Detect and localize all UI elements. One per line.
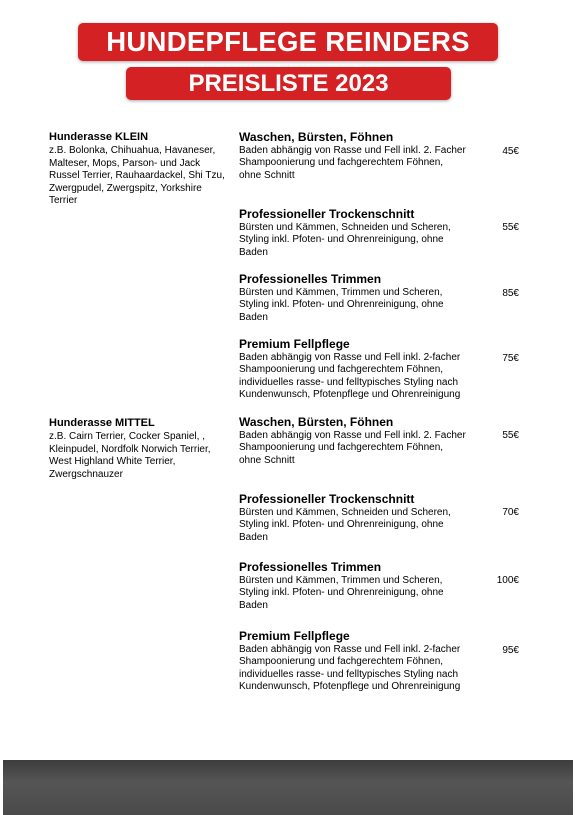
service-item [239, 337, 467, 402]
breed-group-klein [49, 130, 231, 208]
service-title: Professionelles Trimmen [239, 560, 382, 574]
breed-group-mittel [49, 416, 231, 481]
service-title: Professionelles Trimmen [239, 272, 382, 286]
service-price: 85€ [502, 288, 519, 299]
service-price: 55€ [502, 430, 519, 441]
service-price: 95€ [502, 645, 519, 656]
service-price: 75€ [502, 353, 519, 364]
service-description: Bürsten und Kämmen, Schneiden und Scheren, Styling inkl. Pfoten- und Ohrenreinigung, ohne Baden [239, 222, 451, 258]
service-title: Professioneller Trockenschnitt [239, 492, 415, 506]
service-price: 100€ [496, 575, 519, 586]
service-item [239, 207, 467, 259]
service-title: Professioneller Trockenschnitt [239, 207, 415, 221]
service-description: Bürsten und Kämmen, Schneiden und Scheren, Styling inkl. Pfoten- und Ohrenreinigung, ohne Baden [239, 507, 451, 543]
service-title: Premium Fellpflege [239, 629, 350, 643]
service-item [239, 130, 467, 182]
service-item [239, 272, 467, 324]
breed-title: Hunderasse KLEIN [49, 131, 149, 143]
service-description: Baden abhängig von Rasse und Fell inkl. 2. Facher Shampoonierung und fachgerechtem Föhnen, ohne Schnitt [239, 145, 466, 181]
breed-description: z.B. Cairn Terrier, Cocker Spaniel, , Kleinpudel, Nordfolk Norwich Terrier, West Highland White Terrier, Zwergschnauzer [49, 431, 211, 480]
footer-bar [3, 760, 573, 815]
service-title: Waschen, Bürsten, Föhnen [239, 130, 394, 144]
service-item [239, 629, 467, 694]
service-price: 55€ [502, 222, 519, 233]
service-price: 45€ [502, 146, 519, 157]
service-item [239, 492, 467, 544]
service-description: Bürsten und Kämmen, Trimmen und Scheren, Styling inkl. Pfoten- und Ohrenreinigung, ohne Baden [239, 575, 444, 611]
service-title: Premium Fellpflege [239, 337, 350, 351]
service-item [239, 560, 467, 612]
service-price: 70€ [502, 507, 519, 518]
subtitle-banner: PREISLISTE 2023 [126, 67, 451, 100]
service-title: Waschen, Bürsten, Föhnen [239, 415, 394, 429]
breed-description: z.B. Bolonka, Chihuahua, Havaneser, Malteser, Mops, Parson- und Jack Russel Terrier, Rauhaardackel, Shi Tzu, Zwergpudel, Zwergspitz, Yorkshire Terrier [49, 145, 225, 206]
breed-title: Hunderasse MITTEL [49, 417, 155, 429]
service-item [239, 415, 467, 467]
title-banner: HUNDEPFLEGE REINDERS [78, 23, 498, 61]
service-description: Baden abhängig von Rasse und Fell inkl. 2-facher Shampoonierung und fachgerechtem Föhnen, individuelles rasse- und felltypisches Styling nach Kundenwunsch, Pfotenpflege und Ohrenreinigung [239, 644, 461, 693]
service-description: Baden abhängig von Rasse und Fell inkl. 2. Facher Shampoonierung und fachgerechtem Föhnen, ohne Schnitt [239, 430, 466, 466]
service-description: Baden abhängig von Rasse und Fell inkl. 2-facher Shampoonierung und fachgerechtem Föhnen, individuelles rasse- und felltypisches Styling nach Kundenwunsch, Pfotenpflege und Ohrenreinigung [239, 352, 461, 401]
service-description: Bürsten und Kämmen, Trimmen und Scheren, Styling inkl. Pfoten- und Ohrenreinigung, ohne Baden [239, 287, 444, 323]
